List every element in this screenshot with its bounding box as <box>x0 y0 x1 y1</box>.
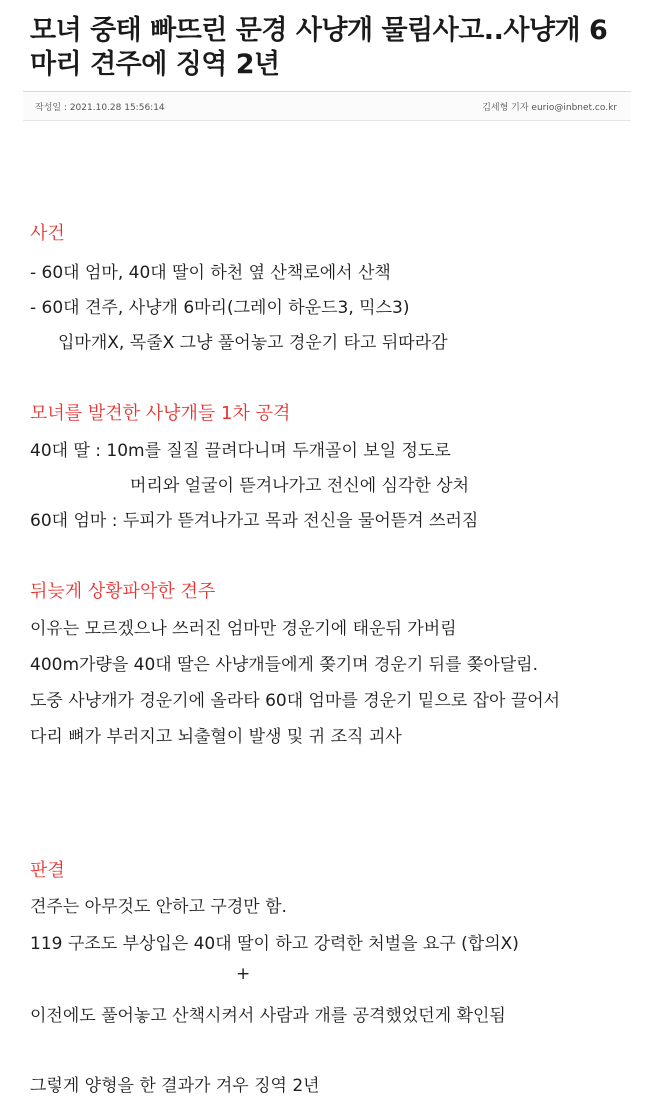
note-line: 60대 엄마 : 두피가 뜯겨나가고 목과 전신을 물어뜯겨 쓰러짐 <box>30 511 479 531</box>
note-line: 40대 딸 : 10m를 질질 끌려다니며 두개골이 보일 정도로 <box>30 441 451 461</box>
note-line: 머리와 얼굴이 뜯겨나가고 전신에 심각한 상처 <box>130 476 470 496</box>
article-author: 김세형 기자 eurio@inbnet.co.kr <box>482 103 617 113</box>
note-line: 도중 사냥개가 경운기에 올라타 60대 엄마를 경운기 밑으로 잡아 끌어서 <box>30 691 561 711</box>
note-line: 다리 뼈가 부러지고 뇌출혈이 발생 및 귀 조직 괴사 <box>30 727 402 747</box>
article-date: 작성일 : 2021.10.28 15:56:14 <box>35 103 165 113</box>
article-meta-bar <box>23 91 631 121</box>
note-line: 그렇게 양형을 한 결과가 겨우 징역 2년 <box>30 1076 320 1096</box>
section-heading-verdict: 판결 <box>30 860 65 881</box>
note-line: 이전에도 풀어놓고 산책시켜서 사람과 개를 공격했었던게 확인됨 <box>30 1006 506 1026</box>
section-heading-first-attack: 모녀를 발견한 사냥개들 1차 공격 <box>30 403 291 424</box>
section-heading-incident: 사건 <box>30 223 65 244</box>
plus-sign: + <box>236 964 251 984</box>
note-line: 119 구조도 부상입은 40대 딸이 하고 강력한 처벌을 요구 (합의X) <box>30 934 519 954</box>
section-heading-owner-reaction: 뒤늦게 상황파악한 견주 <box>30 581 216 602</box>
note-line: - 60대 견주, 사냥개 6마리(그레이 하운드3, 믹스3) <box>30 298 410 318</box>
note-line: 400m가량을 40대 딸은 사냥개들에게 쫒기며 경운기 뒤를 쫒아달림. <box>30 655 538 675</box>
note-line: - 60대 엄마, 40대 딸이 하천 옆 산책로에서 산책 <box>30 263 391 283</box>
article-title: 모녀 중태 빠뜨린 문경 사냥개 물림사고..사냥개 6마리 견주에 징역 2년 <box>30 15 608 80</box>
note-line: 이유는 모르겠으나 쓰러진 엄마만 경운기에 태운뒤 가버림 <box>30 619 457 639</box>
note-line: 견주는 아무것도 안하고 구경만 함. <box>30 897 287 917</box>
note-line: 입마개X, 목줄X 그냥 풀어놓고 경운기 타고 뒤따라감 <box>58 333 448 353</box>
